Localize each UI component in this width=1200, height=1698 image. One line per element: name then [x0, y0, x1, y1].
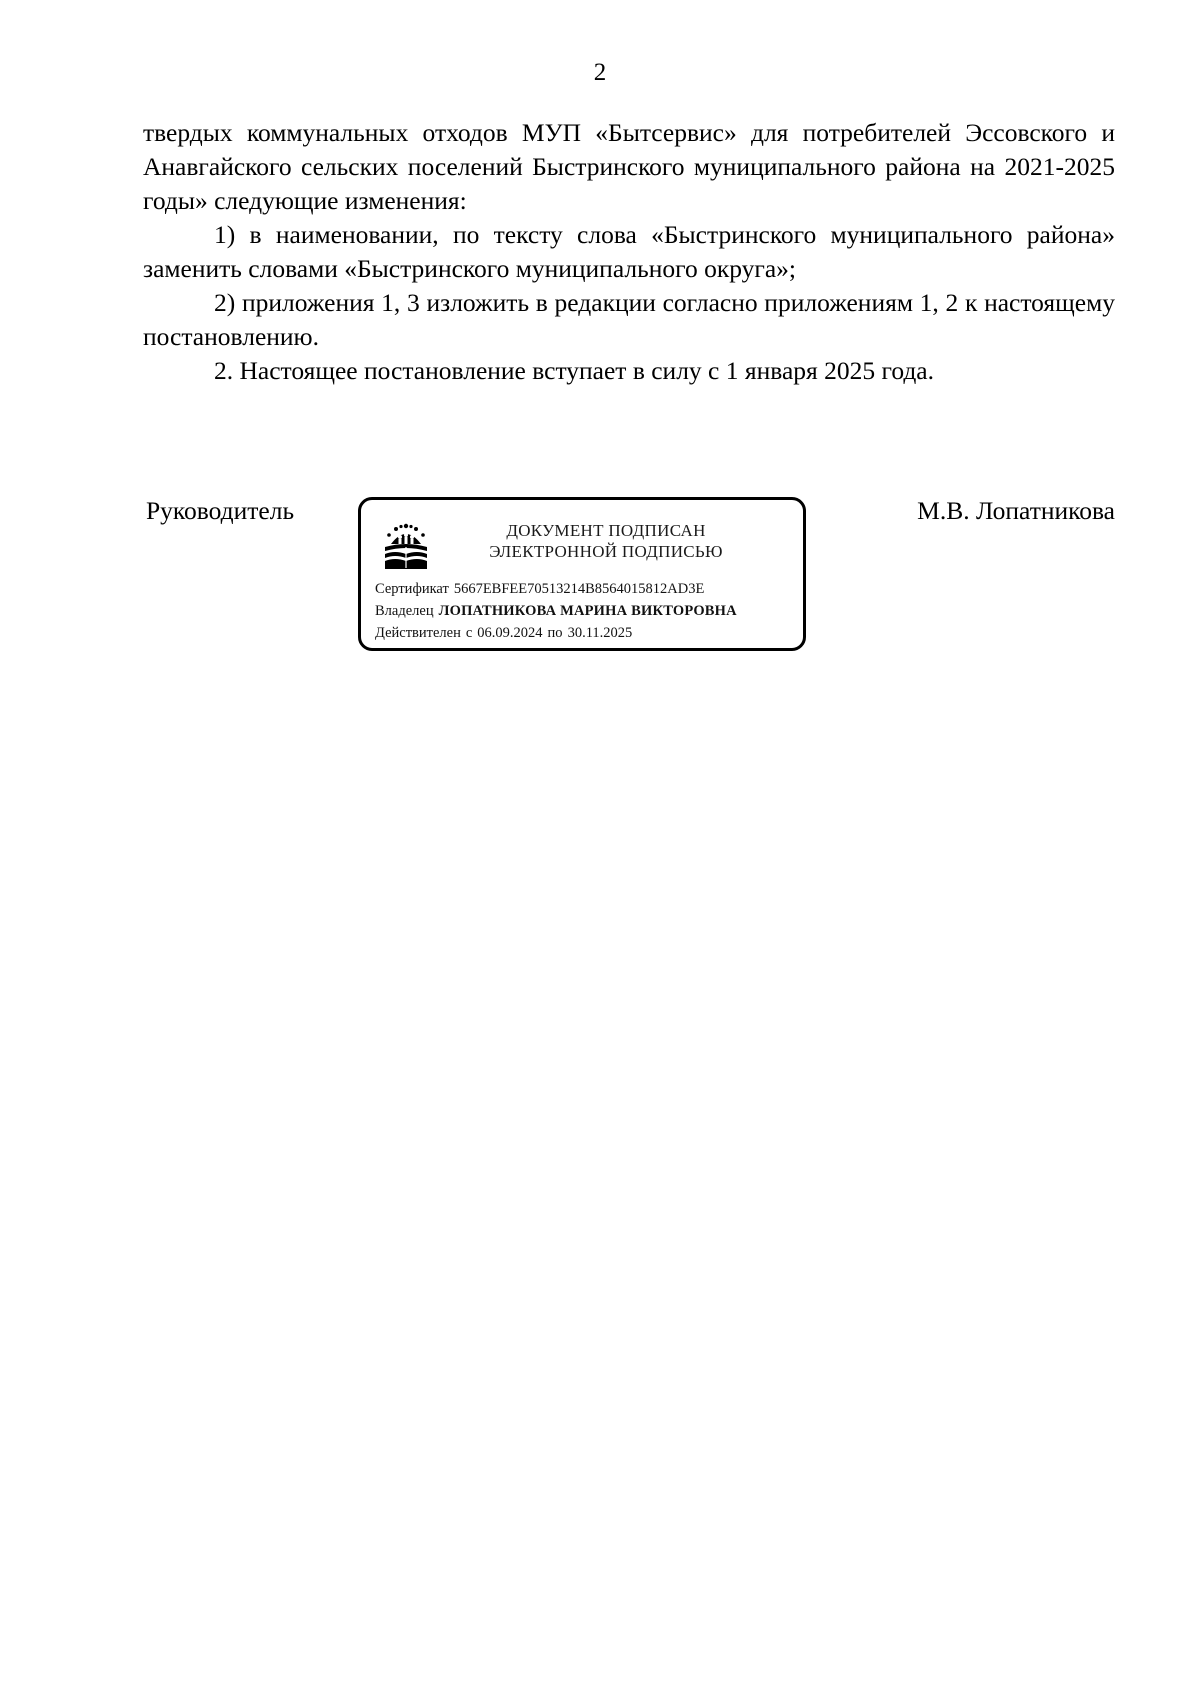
valid-from-prefix: с: [465, 625, 473, 641]
valid-to-prefix: по: [547, 625, 563, 641]
stamp-heading-line-1: ДОКУМЕНТ ПОДПИСАН: [506, 521, 706, 540]
valid-to-date: 30.11.2025: [567, 625, 633, 641]
validity-line: [375, 624, 632, 642]
certificate-value: 5667EBFEE70513214B8564015812AD3E: [453, 581, 705, 597]
owner-line: [375, 602, 737, 620]
document-body: [143, 116, 1115, 388]
stamp-heading: [471, 520, 741, 562]
valid-label: Действителен: [375, 625, 461, 641]
paragraph-3: 2) приложения 1, 3 изложить в редакции согласно приложениям 1, 2 к настоящему постановлению.: [143, 288, 1115, 351]
stamp-heading-line-2: ЭЛЕКТРОННОЙ ПОДПИСЬЮ: [489, 542, 723, 561]
signatory-title: Руководитель: [146, 496, 295, 525]
certificate-label: Сертификат: [375, 581, 449, 597]
signatory-name: М.В. Лопатникова: [917, 496, 1115, 525]
electronic-signature-stamp: [358, 497, 806, 651]
owner-value: ЛОПАТНИКОВА МАРИНА ВИКТОРОВНА: [438, 603, 737, 619]
page-number: 2: [593, 59, 607, 86]
owner-label: Владелец: [375, 603, 434, 619]
signature-block: [143, 494, 1115, 664]
certificate-line: [375, 580, 704, 598]
paragraph-1: твердых коммунальных отходов МУП «Бытсервис» для потребителей Эссовского и Анавгайского сельских поселений Быстринского муниципального района на 2021-2025 годы» следующие изменения:: [143, 118, 1115, 215]
paragraph-2: 1) в наименовании, по тексту слова «Быстринского муниципального района» заменить словами «Быстринского муниципального округа»;: [143, 220, 1115, 283]
valid-from-date: 06.09.2024: [477, 625, 543, 641]
coat-of-arms-icon: [381, 516, 431, 572]
paragraph-4: 2. Настоящее постановление вступает в силу с 1 января 2025 года.: [214, 356, 935, 385]
